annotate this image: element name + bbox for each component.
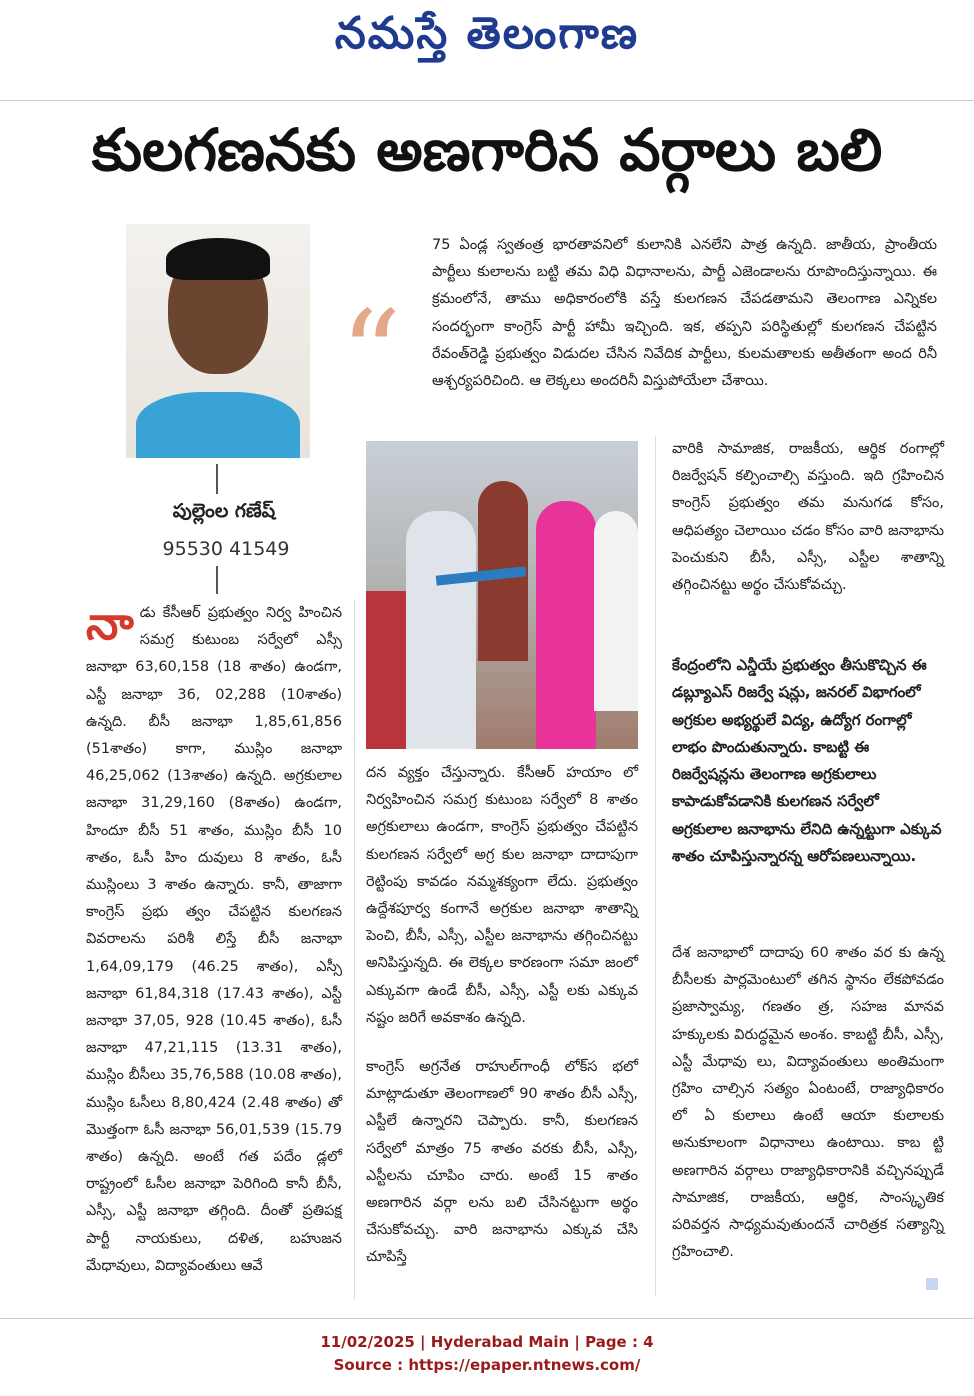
news-photo: [366, 441, 638, 749]
column-divider: [655, 436, 656, 1296]
end-mark-icon: [926, 1278, 938, 1290]
column-text: దన వ్యక్తం చేస్తున్నారు. కేసీఆర్ హయాం లో నిర్వహించిన సమగ్ర కుటుంబ సర్వేలో 8 శాతం అగ్రకులాలు ఉండగా, కాంగ్రెస్ ప్రభుత్వం చేపట్టిన కులగణన సర్వేలో అగ్ర కుల జనాభా దాదాపుగా రెట్టింపు కావడం నమ్మశక్యంగా లేదు. ప్రభుత్వం ఉద్దేశపూర్వ కంగానే అగ్రకుల జనాభా శాతాన్ని పెంచి, బీసీ, ఎస్సీ, ఎస్టీల జనాభాను తగ్గించినట్టు అనిపిస్తున్నది. ఈ లెక్కల కారణంగా సమా జంలో ఎక్కువగా ఉండే బీసీ, ఎస్సీ, ఎస్టీ లకు ఎక్కువ నష్టం జరిగే అవకాశం ఉన్నది.: [366, 765, 638, 1026]
divider: [0, 1318, 974, 1319]
divider: [0, 100, 974, 101]
article-headline: కులగణనకు అణగారిన వర్గాలు బలి: [91, 116, 883, 184]
column-text: డు కేసీఆర్ ప్రభుత్వం నిర్వ హించిన సమగ్ర కుటుంబ సర్వేలో ఎస్సీ జనాభా 63,60,158 (18 శాతం) ఉండగా, ఎస్టీ జనాభా 36, 02,288 (10శాతం) ఉన్నది. బీసీ జనాభా 1,85,61,856 (51శాతం) కాగా, ముస్లిం జనాభా 46,25,062 (13శాతం) ఉన్నది. అగ్రకులాల జనాభా 31,29,160 (8శాతం) ఉండగా, హిందూ బీసీ 51 శాతం, ముస్లిం బీసీ 10 శాతం, ఓసీ హిం దువులు 8 శాతం, ఓసీ ముస్లింలు 3 శాతం ఉన్నారు. కానీ, తాజాగా కాంగ్రెస్ ప్రభు త్వం చేపట్టిన కులగణన వివరాలను పరిశీ లిస్తే బీసీ జనాభా 1,64,09,179 (46.25 శాతం), ఎస్సీ జనాభా 61,84,318 (17.43 శాతం), ఎస్టీ జనాభా 37,05, 928 (10.45 శాతం), ఓసీ జనాభా 47,21,115 (13.31 శాతం), ముస్లిం బీసీలు 35,76,588 (10.08 శాతం), ముస్లిం ఓసీలు 8,80,424 (2.48 శాతం) తో మొత్తంగా ఓసీ జనాభా 56,01,539 (15.79 శాతం) ఉన్నది. అంటే గత పదేం డ్లలో రాష్ట్రంలో ఓసీల జనాభా పెరిగింది కానీ బీసీ, ఎస్సీ, ఎస్టీ జనాభా తగ్గింది. దీంతో ప్రతిపక్ష పార్టీ నాయకులు, దళిత, బహుజన మేధావులు, విద్యావంతులు ఆవే: [86, 605, 342, 1274]
article-column-3: [672, 436, 944, 599]
article-column-1: [86, 596, 342, 1280]
article-column-3-continued: దేశ జనాభాలో దాదాపు 60 శాతం వర కు ఉన్న బీసీలకు పార్లమెంటులో తగిన స్థానం లేకపోవడం ప్రజాస్వామ్య, గణతం త్ర, సహజ మానవ హక్కులకు విరుద్ధమైన అంశం. కాబట్టి బీసీ, ఎస్సీ, ఎస్టీ మేధావు లు, విద్యావంతులు అంతిమంగా గ్రహిం చాల్సిన సత్యం ఏంటంటే, రాజ్యాధికారం లో ఏ కులాలు ఉంటే ఆయా కులాలకు అనుకూలంగా విధానాలు ఉంటాయి. కాబ ట్టి అణగారిన వర్గాలు రాజ్యాధికారానికి వచ్చినప్పుడే సామాజిక, రాజకీయ, ఆర్థిక, సాంస్కృతిక పరివర్తన సాధ్యమవుతుందనే చారిత్రక సత్యాన్ని గ్రహించాలి.: [672, 945, 944, 1261]
intro-quote: 75 ఏండ్ల స్వతంత్ర భారతావనిలో కులానికి ఎనలేని పాత్ర ఉన్నది. జాతీయ, ప్రాంతీయ పార్టీలు కులాలను బట్టి తమ విధి విధానాలను, పార్టీ ఎజెండాలను రూపొందిస్తున్నాయి. ఈ క్రమంలోనే, తాము అధికారంలోకి వస్తే కులగణన చేపడతామని తెలంగాణ ఎన్నికల సందర్భంగా కాంగ్రెస్ పార్టీ హామీ ఇచ్చింది. ఇక, తప్పని పరిస్థితుల్లో కులగణన చేపట్టిన రేవంత్‌రెడ్డి ప్రభుత్వం విడుదల చేసిన నివేదిక పార్టీలు, కులమతాలకు అతీతంగా అంద రినీ ఆశ్చర్యపరిచింది. ఆ లెక్కలు అందరినీ విస్తుపోయేలా చేశాయి.: [432, 237, 937, 390]
quote-icon: “: [340, 286, 402, 425]
footer-date-edition: 11/02/2025 | Hyderabad Main | Page : 4: [320, 1333, 654, 1351]
divider: [216, 464, 218, 494]
masthead-logo: నమస్తే తెలంగాణ: [334, 8, 640, 59]
divider: [216, 566, 218, 594]
article-column-2: [366, 760, 638, 1272]
column-text: కాంగ్రెస్ అగ్రనేత రాహుల్‌గాంధీ లోక్‌స భలో మాట్లాడుతూ తెలంగాణలో 90 శాతం బీసీ ఎస్సీ, ఎస్టీలే ఉన్నారని చెప్పారు. కానీ, కులగణన సర్వేలో మాత్రం 75 శాతం వరకు బీసీ, ఎస్సీ, ఎస్టీలను చూపిం చారు. అంటే 15 శాతం అణగారిన వర్గా లను బలి చేసినట్టుగా అర్థం చేసుకోవచ్చు. వారి జనాభాను ఎక్కువ చేసి చూపిస్తే: [366, 1059, 638, 1266]
author-photo: [126, 224, 310, 458]
footer-source: Source : https://epaper.ntnews.com/: [333, 1356, 641, 1374]
author-phone: 95530 41549: [162, 538, 290, 560]
column-divider: [354, 600, 355, 1300]
author-name: పుల్లెంల గణేష్: [172, 500, 276, 522]
pull-quote: కేంద్రంలోని ఎన్డీయే ప్రభుత్వం తీసుకొచ్చిన ఈ డబ్ల్యూఎస్ రిజర్వే షన్లు, జనరల్ విభాగంలో అగ్రకుల అభ్యర్థులే విద్య, ఉద్యోగ రంగాల్లో లాభం పొందుతున్నారు. కాబట్టి ఈ రిజర్వేషన్లను తెలంగాణ అగ్రకులాలు కాపాడుకోవడానికి కులగణన సర్వేలో అగ్రకులాల జనాభాను లేనిది ఉన్నట్టుగా ఎక్కువ శాతం చూపిస్తున్నారన్న ఆరోపణలున్నాయి.: [672, 656, 942, 866]
dropcap: నా: [86, 596, 134, 650]
column-text: వారికి సామాజిక, రాజకీయ, ఆర్థిక రంగాల్లో రిజర్వేషన్ కల్పించాల్సి వస్తుంది. ఇది గ్రహించిన కాంగ్రెస్ ప్రభుత్వం తమ మనుగడ కోసం, ఆధిపత్యం చెలాయిం చడం కోసం వారి జనాభాను పెంచుకుని బీసీ, ఎస్సీ, ఎస్టీల శాతాన్ని తగ్గించినట్టు అర్థం చేసుకోవచ్చు.: [672, 441, 944, 594]
